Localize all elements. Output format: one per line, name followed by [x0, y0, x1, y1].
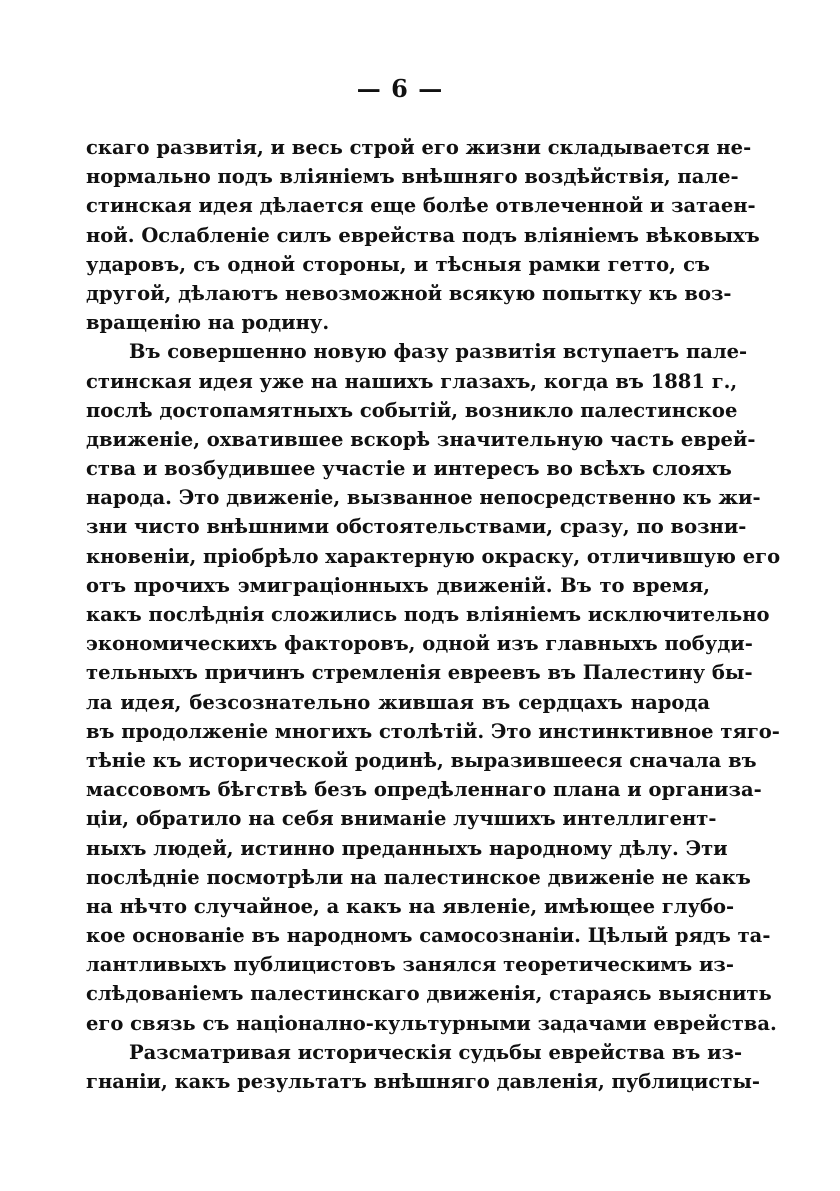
text-line: кновеніи, пріобрѣло характерную окраску, отличившую его: [86, 544, 781, 568]
text-line: зни чисто внѣшними обстоятельствами, сразу, по возни-: [86, 515, 747, 539]
text-line: его связь съ націонално-культурными задачами еврейства.: [86, 1011, 777, 1035]
text-line: лантливыхъ публицистовъ занялся теоретическимъ из-: [86, 953, 734, 977]
text-line: тельныхъ причинъ стремленія евреевъ въ Палестину бы-: [86, 661, 753, 685]
text-line: слѣдованіемъ палестинскаго движенія, стараясь выяснить: [86, 982, 772, 1006]
text-line: какъ послѣднія сложились подъ вліяніемъ исключительно: [86, 603, 770, 626]
text-line: скаго развитія, и весь строй его жизни складывается не-: [86, 136, 752, 159]
text-line: экономическихъ факторовъ, одной изъ главныхъ побуди-: [86, 632, 753, 656]
text-line: послѣдніе посмотрѣли на палестинское движеніе не какъ: [86, 865, 751, 889]
text-line: гнаніи, какъ результатъ внѣшняго давленія, публицисты-: [86, 1070, 760, 1093]
text-line: стинская идея уже на нашихъ глазахъ, когда въ 1881 г.,: [86, 369, 738, 393]
text-line: тѣніе къ исторической родинѣ, выразившееся сначала въ: [86, 748, 757, 772]
text-line: кое основаніе въ народномъ самосознаніи. Цѣлый рядъ та-: [86, 924, 771, 948]
text-line: народа. Это движеніе, вызванное непосредственно къ жи-: [86, 486, 761, 510]
text-line: стинская идея дѣлается еще болѣе отвлеченной и затаен-: [86, 194, 756, 218]
text-line: нормально подъ вліяніемъ внѣшняго воздѣйствія, пале-: [86, 165, 739, 189]
text-line: массовомъ бѣгствѣ безъ опредѣленнаго плана и организа-: [86, 778, 762, 802]
text-line: ства и возбудившее участіе и интересъ во всѣхъ слояхъ: [86, 457, 732, 481]
page-number: — 6 —: [356, 74, 444, 103]
text-line: Разсматривая историческія судьбы еврейства въ из-: [129, 1040, 743, 1064]
text-line: въ продолженіе многихъ столѣтій. Это инстинктивное тяго-: [86, 719, 780, 743]
text-line: ударовъ, съ одной стороны, и тѣсныя рамки гетто, съ: [86, 252, 710, 276]
text-line: ныхъ людей, истинно преданныхъ народному дѣлу. Эти: [86, 836, 728, 860]
text-line: на нѣчто случайное, а какъ на явленіе, имѣющее глубо-: [86, 894, 735, 918]
text-line: ла идея, безсознательно жившая въ сердцахъ народа: [86, 690, 710, 714]
text-line: ціи, обратило на себя вниманіе лучшихъ интеллигент-: [86, 807, 717, 831]
text-line: ной. Ослабленіе силъ еврейства подъ вліяніемъ вѣковыхъ: [86, 223, 760, 247]
text-line: движеніе, охватившее вскорѣ значительную часть еврей-: [86, 427, 756, 451]
body-text: [86, 133, 781, 1096]
text-line: отъ прочихъ эмиграціонныхъ движеній. Въ то время,: [86, 573, 710, 597]
text-line: вращенію на родину.: [86, 311, 330, 335]
text-line: другой, дѣлаютъ невозможной всякую попытку къ воз-: [86, 281, 732, 305]
text-line: послѣ достопамятныхъ событій, возникло палестинское: [86, 398, 738, 422]
text-line: Въ совершенно новую фазу развитія вступаетъ пале-: [129, 340, 748, 364]
